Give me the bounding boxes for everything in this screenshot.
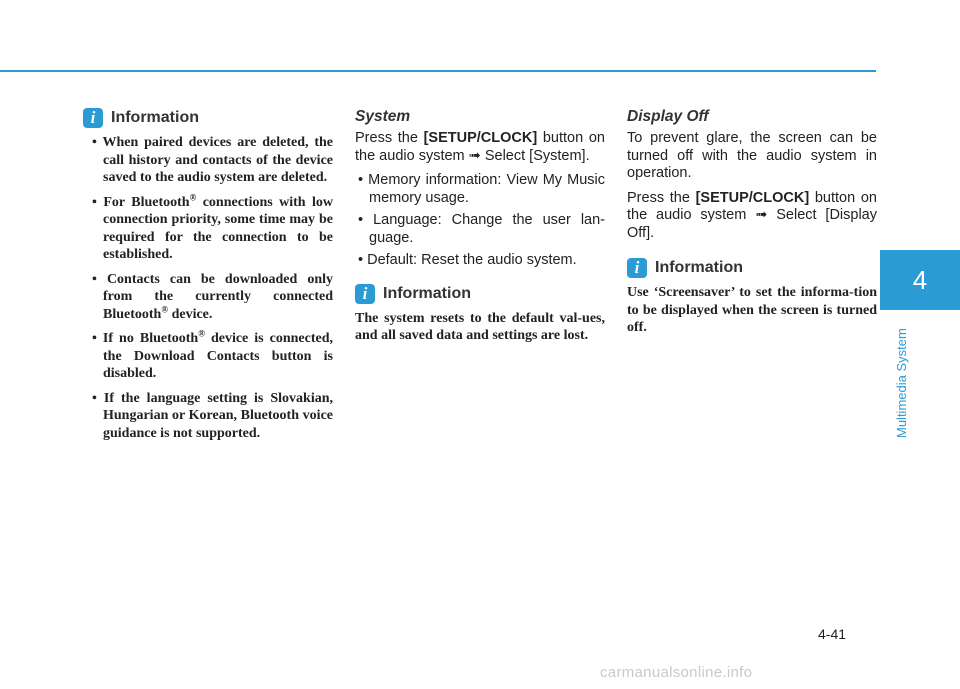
list-item: • When paired devices are deleted, the call history and contacts of the device saved to the audio system are deleted. bbox=[83, 134, 333, 187]
column-middle bbox=[355, 108, 605, 345]
info-title: Information bbox=[111, 109, 199, 126]
info-title: Information bbox=[655, 259, 743, 276]
system-bullet-list bbox=[355, 172, 605, 270]
arrow-right-icon: ➟ bbox=[755, 207, 768, 223]
header-rule bbox=[0, 70, 876, 72]
page-number: 4-41 bbox=[818, 626, 847, 642]
list-item: • Contacts can be downloaded only from the currently connected Bluetooth® device. bbox=[83, 271, 333, 324]
display-off-instruction: Press the [SETUP/CLOCK] button on the audio system ➟ Select [Display Off]. bbox=[627, 189, 877, 241]
arrow-right-icon: ➟ bbox=[468, 147, 481, 164]
display-off-info-text: Use ‘Screensaver’ to set the informa-tion to be displayed when the screen is turned off. bbox=[627, 285, 877, 335]
info-i-icon: i bbox=[627, 258, 647, 278]
list-item: • If no Bluetooth® device is connected, the Download Contacts button is disabled. bbox=[83, 330, 333, 383]
system-instruction: Press the [SETUP/CLOCK] button on the audio system ➟ Select [System]. bbox=[355, 130, 605, 164]
column-left bbox=[83, 108, 333, 449]
section-title-system: System bbox=[355, 108, 411, 125]
section-title-display-off: Display Off bbox=[627, 108, 709, 125]
info-title: Information bbox=[383, 284, 471, 302]
list-item: • Memory information: View My Music memory usage. bbox=[355, 172, 605, 207]
system-info-text: The system resets to the default val-ues, and all saved data and settings are lost. bbox=[355, 310, 605, 343]
info-i-icon: i bbox=[355, 284, 375, 304]
info-header bbox=[83, 108, 333, 128]
chapter-tab: 4 bbox=[880, 250, 960, 310]
display-off-description: To prevent glare, the screen can be turned off with the audio system in operation. bbox=[627, 130, 877, 181]
info-header bbox=[627, 258, 877, 278]
chapter-label: Multimedia System bbox=[894, 328, 909, 438]
column-right bbox=[627, 108, 877, 337]
info-i-icon: i bbox=[83, 108, 103, 128]
info-bullet-list bbox=[83, 134, 333, 442]
list-item: • Language: Change the user lan-guage. bbox=[355, 212, 605, 247]
list-item: • Default: Reset the audio system. bbox=[355, 252, 605, 270]
list-item: • If the language setting is Slovakian, Hungarian or Korean, Bluetooth voice guidance is not supported. bbox=[83, 390, 333, 443]
info-header bbox=[355, 284, 605, 304]
watermark: carmanualsonline.info bbox=[600, 664, 753, 681]
list-item: • For Bluetooth® connections with low connection priority, some time may be required for the connection to be established. bbox=[83, 194, 333, 264]
